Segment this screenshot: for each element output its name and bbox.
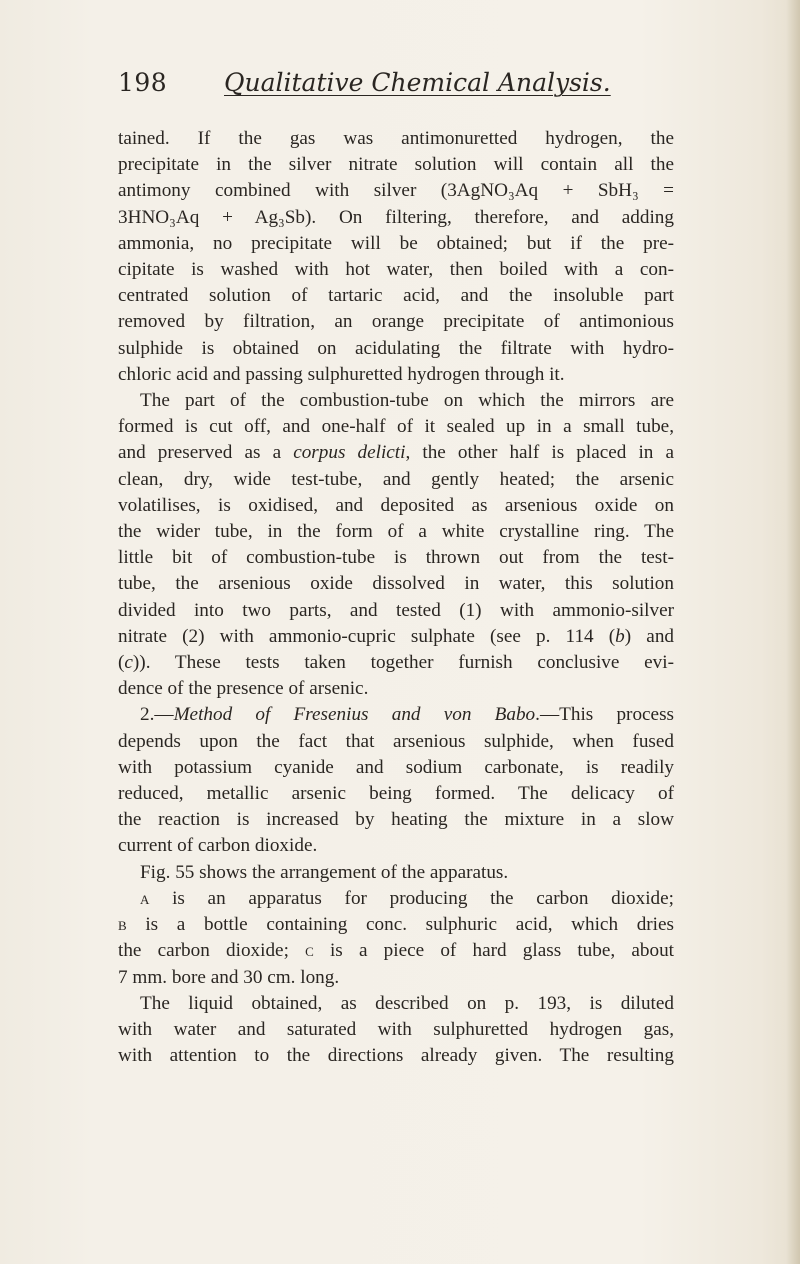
text-line: dence of the presence of arsenic. — [118, 678, 369, 700]
text-line — [118, 624, 674, 650]
reference-letter: b — [615, 625, 625, 647]
text-run: ) and — [624, 625, 675, 647]
page-edge-shadow — [786, 0, 800, 1264]
body-text — [118, 126, 674, 1069]
text-run: )). These tests taken together furnish conclusive evi- — [132, 652, 674, 674]
text-line: formed is cut off, and one-half of it sealed up in a small tube, — [118, 416, 674, 438]
method-title: Method of Fresenius — [173, 704, 369, 726]
running-title: Qualitative Chemical Analysis. — [224, 68, 611, 97]
text-line: sulphide is obtained on acidulating the filtrate with hydro- — [118, 337, 674, 359]
section-number: 2.— — [140, 704, 174, 726]
text-line: ammonia, no precipitate will be obtained; but if the pre- — [118, 232, 674, 254]
page-number: 198 — [118, 68, 168, 97]
text-line: centrated solution of tartaric acid, and the insoluble part — [118, 285, 674, 307]
text-line — [118, 886, 674, 912]
latin-phrase: corpus delicti — [293, 442, 406, 464]
text-line: with attention to the directions already given. The resulting — [118, 1045, 674, 1067]
text-line — [118, 938, 674, 964]
apparatus-label: a — [140, 887, 150, 909]
text-line: divided into two parts, and tested (1) with ammonio-silver — [118, 599, 674, 621]
text-run: is an apparatus for producing the carbon dioxide; — [149, 887, 674, 909]
text-line: 3HNO₃Aq + Ag₃Sb). On filtering, therefore, and adding — [118, 206, 674, 228]
text-line: the reaction is increased by heating the mixture in a slow — [118, 809, 674, 831]
apparatus-label: b — [118, 914, 127, 936]
text-line: removed by filtration, an orange precipitate of antimonious — [118, 311, 674, 333]
text-line: cipitate is washed with hot water, then boiled with a con- — [118, 259, 674, 281]
text-run: .—This process — [535, 704, 675, 726]
text-line: 7 mm. bore and 30 cm. long. — [118, 966, 340, 988]
text-run: , the other half is placed in a — [405, 442, 674, 464]
text-line: Fig. 55 shows the arrangement of the apparatus. — [140, 861, 509, 883]
text-run: nitrate (2) with ammonio-cupric sulphate (see p. 114 ( — [118, 625, 616, 647]
text-line: tained. If the gas was antimonuretted hydrogen, the — [118, 128, 674, 149]
text-line: clean, dry, wide test-tube, and gently heated; the arsenic — [118, 468, 674, 490]
section-heading-line — [118, 702, 674, 728]
text-line: antimony combined with silver (3AgNO₃Aq + SbH₃ = — [118, 180, 674, 202]
apparatus-label: c — [305, 940, 314, 962]
text-line: current of carbon dioxide. — [118, 835, 318, 857]
text-run: ( — [118, 652, 125, 674]
text-line — [118, 440, 674, 466]
text-line: tube, the arsenious oxide dissolved in water, this solution — [118, 573, 674, 595]
text-run: and — [368, 704, 444, 726]
text-line — [118, 650, 674, 676]
text-line: depends upon the fact that arsenious sulphide, when fused — [118, 730, 674, 752]
method-title: von Babo — [443, 704, 536, 726]
text-line: The liquid obtained, as described on p. 193, is diluted — [140, 992, 674, 1014]
text-line: the wider tube, in the form of a white crystalline ring. The — [118, 521, 674, 543]
text-line — [118, 912, 674, 938]
text-line: with potassium cyanide and sodium carbonate, is readily — [118, 756, 674, 778]
text-run: is a piece of hard glass tube, about — [313, 940, 675, 962]
text-line: reduced, metallic arsenic being formed. The delicacy of — [118, 783, 674, 805]
text-run: is a bottle containing conc. sulphuric acid, which dries — [126, 914, 674, 936]
text-run: and preserved as a — [118, 442, 294, 464]
text-line: volatilises, is oxidised, and deposited as arsenious oxide on — [118, 494, 674, 516]
text-line: little bit of combustion-tube is thrown out from the test- — [118, 547, 674, 569]
text-line: The part of the combustion-tube on which the mirrors are — [140, 390, 674, 412]
text-line: precipitate in the silver nitrate solution will contain all the — [118, 154, 674, 176]
text-run: the carbon dioxide; — [118, 940, 306, 962]
text-line: with water and saturated with sulphuretted hydrogen gas, — [118, 1018, 674, 1040]
reference-letter: c — [124, 652, 133, 674]
page-header — [118, 68, 678, 108]
text-line: chloric acid and passing sulphuretted hydrogen through it. — [118, 363, 565, 385]
